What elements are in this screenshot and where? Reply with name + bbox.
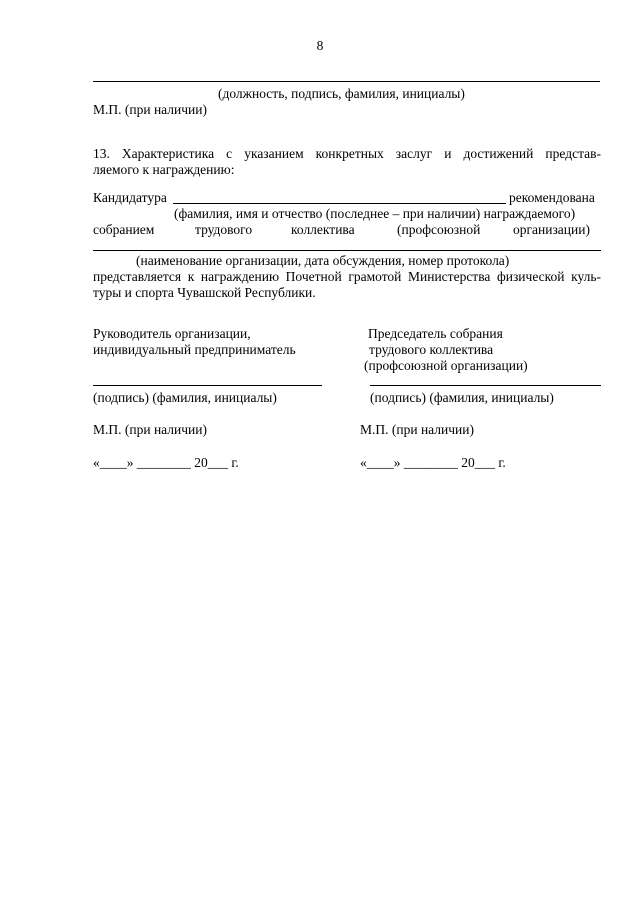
right-signatory-title-line3: (профсоюзной организации) [364,358,528,373]
row3-word-5: организации) [513,222,590,237]
organization-field[interactable] [93,250,601,251]
right-signatory-title-line1: Председатель собрания [368,326,503,341]
position-caption: (должность, подпись, фамилия, инициалы) [218,86,465,101]
award-paragraph-line2: туры и спорта Чувашской Республики. [93,285,316,300]
fio-caption: (фамилия, имя и отчество (последнее – при наличии) награждаемого) [174,206,576,221]
stamp-note: М.П. (при наличии) [93,102,207,117]
row3-word-3: коллектива [291,222,355,237]
page-number: 8 [316,38,324,53]
award-paragraph-line1: представляется к награждению Почетной грамотой Министерства физической куль- [93,269,601,284]
right-date-field[interactable]: «____» ________ 20___ г. [360,455,506,470]
section-13-heading-line1: 13. Характеристика с указанием конкретных заслуг и достижений представ- [93,146,601,161]
left-stamp-note: М.П. (при наличии) [93,422,207,437]
right-signatory-title-line2: трудового коллектива [369,342,494,357]
left-signatory-title-line2: индивидуальный предприниматель [93,342,296,357]
signature-underline [93,81,600,82]
candidate-name-field[interactable] [173,203,506,204]
left-date-field[interactable]: «____» ________ 20___ г. [93,455,239,470]
row3-word-4: (профсоюзной [397,222,481,237]
right-signature-line[interactable] [370,385,601,386]
left-signature-caption: (подпись) (фамилия, инициалы) [93,390,277,405]
recommended-label: рекомендована [509,190,595,205]
right-signature-caption: (подпись) (фамилия, инициалы) [370,390,554,405]
candidacy-label: Кандидатура [93,190,167,205]
right-stamp-note: М.П. (при наличии) [360,422,474,437]
row3-word-1: собранием [93,222,155,237]
section-13-heading-line2: ляемого к награждению: [93,162,235,177]
left-signature-line[interactable] [93,385,322,386]
row3-word-2: трудового [195,222,253,237]
left-signatory-title-line1: Руководитель организации, [93,326,251,341]
org-caption: (наименование организации, дата обсуждения, номер протокола) [136,253,510,268]
